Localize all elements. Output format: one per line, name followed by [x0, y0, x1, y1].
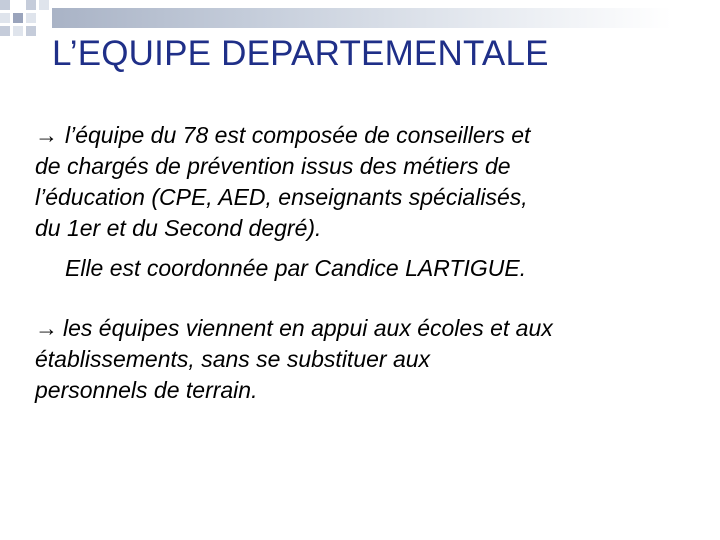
slide-body	[35, 120, 695, 406]
corner-squares-decoration	[0, 0, 60, 42]
paragraph-line: du 1er et du Second degré).	[35, 215, 322, 241]
paragraph-team-composition	[35, 120, 695, 244]
slide-title: L’EQUIPE DEPARTEMENTALE	[52, 34, 549, 73]
arrow-icon: →	[35, 122, 58, 148]
arrow-icon: →	[35, 315, 58, 341]
paragraph-line: de chargés de prévention issus des métiers de	[35, 153, 511, 179]
title-band	[52, 8, 672, 28]
paragraph-team-role	[35, 313, 695, 406]
paragraph-line: personnels de terrain.	[35, 377, 258, 403]
paragraph-line: l’éducation (CPE, AED, enseignants spécialisés,	[35, 184, 528, 210]
paragraph-line: l’équipe du 78 est composée de conseillers et	[65, 122, 531, 148]
coordinator-line: Elle est coordonnée par Candice LARTIGUE.	[65, 255, 527, 281]
paragraph-line: les équipes viennent en appui aux écoles et aux	[63, 315, 553, 341]
paragraph-line: établissements, sans se substituer aux	[35, 346, 431, 372]
